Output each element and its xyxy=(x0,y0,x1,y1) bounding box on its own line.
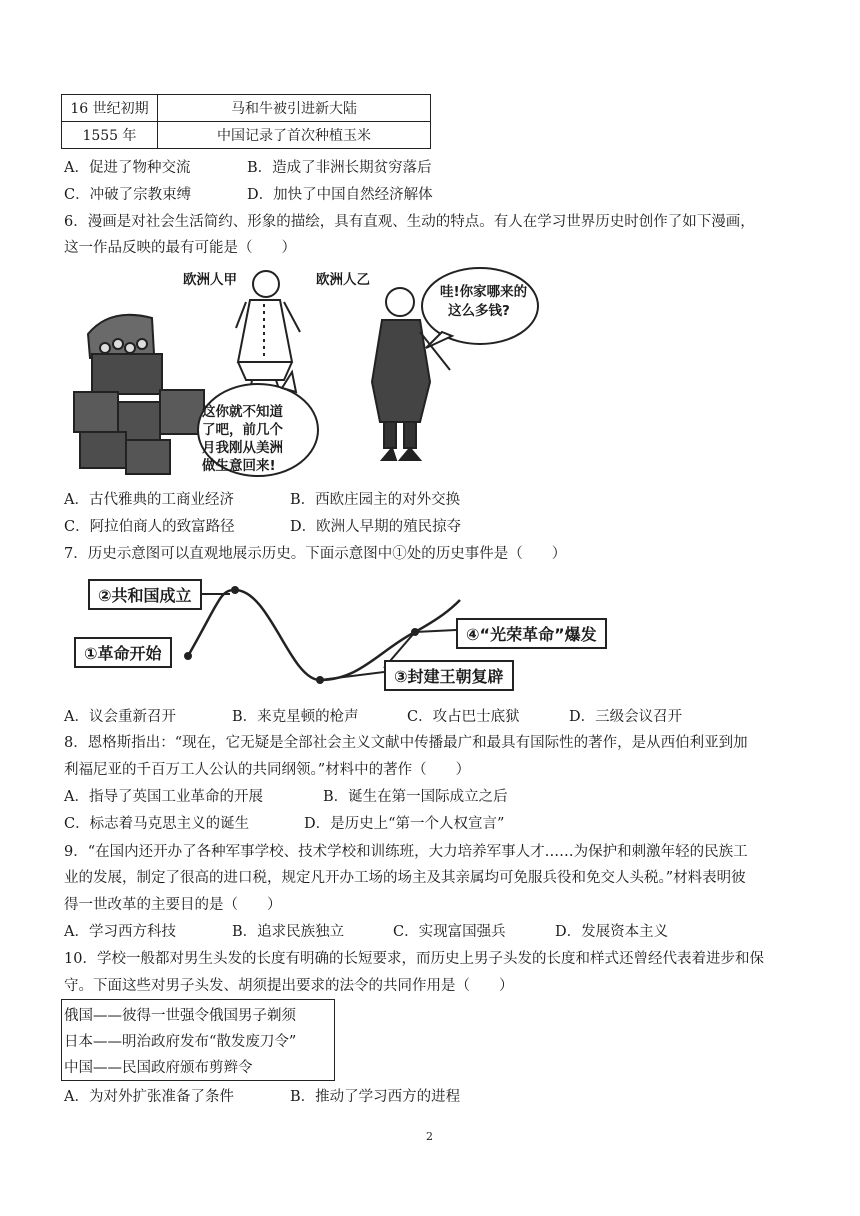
q7-option-d[interactable]: D．三级会议召开 xyxy=(569,709,683,725)
q5-option-b[interactable]: B．造成了非洲长期贫穷落后 xyxy=(247,160,432,176)
treasure-chest-icon xyxy=(74,315,204,474)
page-number: 2 xyxy=(426,1130,433,1143)
point-2 xyxy=(231,586,239,594)
diagram-label-1: ①革命开始 xyxy=(74,637,172,668)
q9-option-c[interactable]: C．实现富国强兵 xyxy=(393,924,506,940)
q10-stem-cont: 守。下面这些对男子头发、胡须提出要求的法令的共同作用是（ ） xyxy=(64,978,514,994)
q8-stem-cont: 利福尼亚的千百万工人公认的共同纲领。”材料中的著作（ ） xyxy=(64,762,471,778)
bubble-a-line: 这你就不知道 xyxy=(202,404,283,420)
q7-option-a[interactable]: A．议会重新召开 xyxy=(64,709,176,725)
bubble-b-line: 这么多钱? xyxy=(448,303,510,319)
q6-option-a[interactable]: A．古代雅典的工商业经济 xyxy=(64,492,234,508)
q10-material-box xyxy=(61,999,335,1081)
q6-stem: 6．漫画是对社会生活简约、形象的描绘，具有直观、生动的特点。有人在学习世界历史时创作了如下漫画， xyxy=(64,214,755,230)
q9-stem-cont: 得一世改革的主要目的是（ ） xyxy=(64,897,282,913)
point-1 xyxy=(184,652,192,660)
diagram-label-2: ②共和国成立 xyxy=(88,579,202,610)
q10-option-b[interactable]: B．推动了学习西方的进程 xyxy=(290,1089,461,1105)
table-row xyxy=(62,95,431,122)
table-cell: 马和牛被引进新大陆 xyxy=(158,95,431,122)
diagram-label-4: ④“光荣革命”爆发 xyxy=(456,618,607,649)
q5-option-c[interactable]: C．冲破了宗教束缚 xyxy=(64,187,192,203)
q6-option-b[interactable]: B．西欧庄园主的对外交换 xyxy=(290,492,461,508)
table-cell: 中国记录了首次种植玉米 xyxy=(158,122,431,149)
q8-option-b[interactable]: B．诞生在第一国际成立之后 xyxy=(323,789,508,805)
q6-option-d[interactable]: D．欧洲人早期的殖民掠夺 xyxy=(290,519,462,535)
cartoon-label-a: 欧洲人甲 xyxy=(183,272,237,288)
q8-option-c[interactable]: C．标志着马克思主义的诞生 xyxy=(64,816,250,832)
material-line: 俄国——彼得一世强令俄国男子剃须 xyxy=(64,1008,296,1024)
bubble-a-line: 月我刚从美洲 xyxy=(202,440,283,456)
cartoon-label-b: 欧洲人乙 xyxy=(316,272,370,288)
q5-option-a[interactable]: A．促进了物种交流 xyxy=(64,160,191,176)
q5-event-table xyxy=(61,94,431,149)
q10-option-a[interactable]: A．为对外扩张准备了条件 xyxy=(64,1089,234,1105)
q8-stem: 8．恩格斯指出：“现在，它无疑是全部社会主义文献中传播最广和最具有国际性的著作，是从西伯利亚到加 xyxy=(64,735,748,751)
q9-option-d[interactable]: D．发展资本主义 xyxy=(555,924,669,940)
q7-option-b[interactable]: B．来克星顿的枪声 xyxy=(232,709,359,725)
q10-stem: 10．学校一般都对男生头发的长度有明确的长短要求，而历史上男子头发的长度和样式还曾经代表着进步和保 xyxy=(64,951,764,967)
q6-stem-cont: 这一作品反映的最有可能是（ ） xyxy=(64,240,296,256)
q7-stem: 7．历史示意图可以直观地展示历史。下面示意图中①处的历史事件是（ ） xyxy=(64,546,567,562)
bubble-b-line: 哇!你家哪来的 xyxy=(440,284,528,300)
material-line: 中国——民国政府颁布剪辫令 xyxy=(64,1060,253,1076)
q8-option-a[interactable]: A．指导了英国工业革命的开展 xyxy=(64,789,263,805)
q9-stem: 9．“在国内还开办了各种军事学校、技术学校和训练班，大力培养军事人才……为保护和刺激年轻的民族工 xyxy=(64,844,748,860)
diagram-label-3: ③封建王朝复辟 xyxy=(384,660,514,691)
table-cell: 1555 年 xyxy=(62,122,158,149)
q6-option-c[interactable]: C．阿拉伯商人的致富路径 xyxy=(64,519,235,535)
bubble-a-line: 做生意回来! xyxy=(202,458,276,474)
q5-option-d[interactable]: D．加快了中国自然经济解体 xyxy=(247,187,433,203)
q9-option-a[interactable]: A．学习西方科技 xyxy=(64,924,176,940)
table-cell: 16 世纪初期 xyxy=(62,95,158,122)
q9-option-b[interactable]: B．追求民族独立 xyxy=(232,924,345,940)
material-line: 日本——明治政府发布“散发废刀令” xyxy=(64,1034,297,1050)
q8-option-d[interactable]: D．是历史上“第一个人权宣言” xyxy=(304,816,505,832)
q7-option-c[interactable]: C．攻占巴士底狱 xyxy=(407,709,520,725)
bubble-a-line: 了吧，前几个 xyxy=(202,422,283,438)
q9-stem-cont: 业的发展，制定了很高的进口税，规定凡开办工场的场主及其亲属均可免服兵役和免交人头税。”材料表明彼 xyxy=(64,870,746,886)
table-row xyxy=(62,122,431,149)
